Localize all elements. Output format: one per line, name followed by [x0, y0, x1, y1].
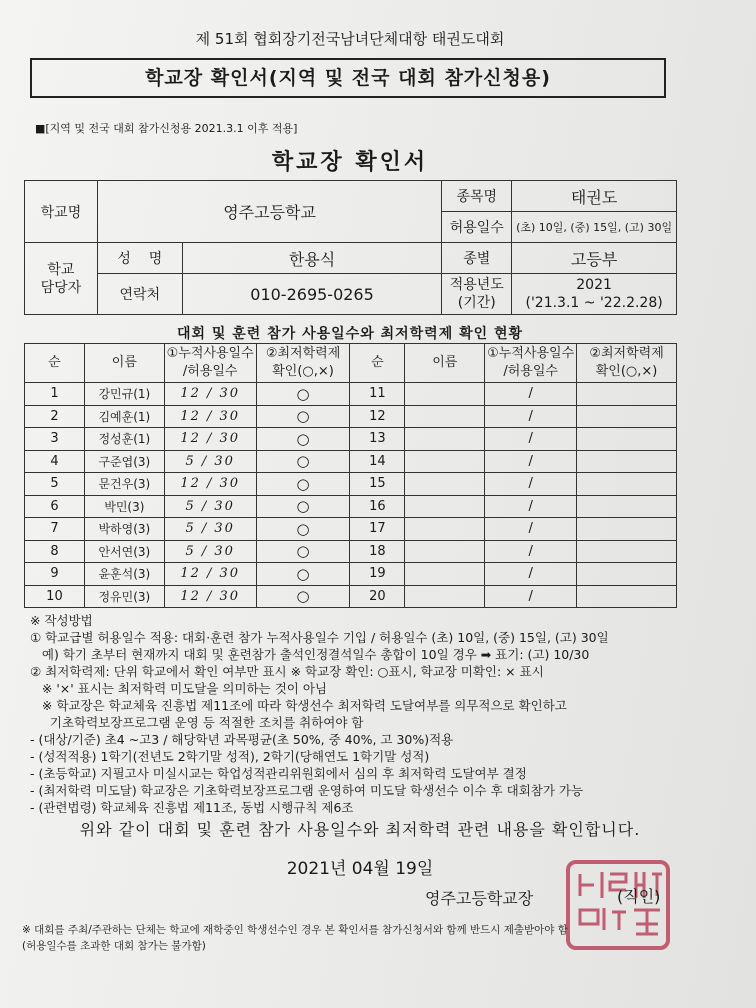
- manager-label: [25, 243, 98, 315]
- footnote-line1: ※ 대회를 주최/주관하는 단체는 학교에 재학중인 학생선수인 경우 본 확인서를 참가신청서와 함께 반드시 제출받아야 함: [22, 924, 568, 936]
- note-line: - (초등학교) 지필고사 미실시교는 학업성적관리위원회에서 심의 후 최저학력 도달여부 결정: [30, 766, 527, 781]
- student-grade-check: [577, 450, 677, 473]
- student-name: 김예훈(1): [84, 405, 164, 428]
- header-no: 순: [25, 344, 85, 383]
- table-row: [25, 518, 677, 541]
- student-grade-check: ○: [256, 495, 350, 518]
- header-grade-right-line2: 확인(○,×): [595, 364, 658, 379]
- allowed-days-value: (초) 10일, (중) 15일, (고) 30일: [512, 212, 677, 243]
- student-name: [405, 585, 485, 608]
- header-name-right: 이름: [405, 344, 485, 383]
- student-name: 윤훈석(3): [84, 563, 164, 586]
- student-no: 1: [25, 383, 85, 406]
- student-no: 15: [350, 473, 405, 496]
- student-days: /: [485, 450, 577, 473]
- sport-label: 종목명: [442, 181, 512, 212]
- allowed-days-label: 허용일수: [442, 212, 512, 243]
- header-grade: [256, 344, 350, 383]
- student-no: 12: [350, 405, 405, 428]
- table-row: [25, 383, 677, 406]
- student-name: [405, 563, 485, 586]
- school-label: 학교명: [25, 181, 98, 243]
- student-no: 17: [350, 518, 405, 541]
- student-grade-check: [577, 540, 677, 563]
- student-name: [405, 428, 485, 451]
- student-name: 박민(3): [84, 495, 164, 518]
- school-info-table: [24, 180, 677, 315]
- manager-label-line1: 학교: [47, 261, 75, 278]
- student-no: 4: [25, 450, 85, 473]
- contact-value: 010-2695-0265: [182, 274, 442, 315]
- student-days: 12 / 30: [164, 585, 256, 608]
- applicability-note: ■[지역 및 전국 대회 참가신청용 2021.3.1 이후 적용]: [35, 122, 298, 135]
- note-line: - (최저학력 미도달) 학교장은 기초학력보장프로그램 운영하여 미도달 학생선수 이수 후 대회참가 가능: [30, 783, 584, 798]
- note-line: 예) 학기 초부터 현재까지 대회 및 훈련참가 출석인정결석일수 총합이 10일 경우 ➡ 표기: (고) 10/30: [30, 647, 590, 662]
- instructions-notes: [30, 612, 710, 816]
- student-no: 10: [25, 585, 85, 608]
- student-name: [405, 450, 485, 473]
- table-row: [25, 540, 677, 563]
- student-name: 정유민(3): [84, 585, 164, 608]
- student-name: [405, 383, 485, 406]
- header-no-right: 순: [350, 344, 405, 383]
- header-name: 이름: [84, 344, 164, 383]
- student-grade-check: ○: [256, 428, 350, 451]
- student-no: 3: [25, 428, 85, 451]
- student-name: [405, 405, 485, 428]
- name-label: 성 명: [97, 243, 182, 274]
- table-row: [25, 428, 677, 451]
- student-days: /: [485, 518, 577, 541]
- student-no: 7: [25, 518, 85, 541]
- note-line: - (성적적용) 1학기(전년도 2학기말 성적), 2학기(당해연도 1학기말 성적): [30, 749, 430, 764]
- table-row: [25, 563, 677, 586]
- header-days-right-line1: ①누적사용일수: [487, 346, 575, 361]
- year-label-line1: 적용년도: [449, 277, 504, 293]
- student-grade-check: [577, 495, 677, 518]
- table-row: [25, 405, 677, 428]
- student-days: 12 / 30: [164, 383, 256, 406]
- student-grade-check: ○: [256, 540, 350, 563]
- student-name: 구준엽(3): [84, 450, 164, 473]
- header-days: [164, 344, 256, 383]
- year-value-line1: 2021: [576, 277, 612, 293]
- header-days-right: [485, 344, 577, 383]
- footnote: [22, 922, 568, 954]
- year-label-line2: (기간): [457, 295, 496, 311]
- student-no: 18: [350, 540, 405, 563]
- student-days: 5 / 30: [164, 450, 256, 473]
- note-line: ① 학교급별 허용일수 적용: 대회·훈련 참가 누적사용일수 기입 / 허용일수 (초) 10일, (중) 15일, (고) 30일: [30, 630, 609, 645]
- section-title: 대회 및 훈련 참가 사용일수와 최저학력제 확인 현황: [176, 326, 524, 342]
- category-value: 고등부: [512, 243, 677, 274]
- student-name: 정성훈(1): [84, 428, 164, 451]
- confirmation-text: 위와 같이 대회 및 훈련 참가 사용일수와 최저학력 관련 내용을 확인합니다.: [79, 820, 641, 839]
- student-name: [405, 495, 485, 518]
- header-days-line2: /허용일수: [182, 364, 238, 379]
- header-grade-line1: ②최저학력제: [265, 346, 341, 361]
- event-title: 제 51회 협회장기전국남녀단체대항 태권도대회: [195, 30, 505, 48]
- principal-signature: 영주고등학교장: [425, 889, 534, 908]
- student-days: /: [485, 540, 577, 563]
- student-no: 19: [350, 563, 405, 586]
- manager-name: 한용식: [182, 243, 442, 274]
- note-line: - (대상/기준) 초4 ~고3 / 해당학년 과목평균(초 50%, 중 40%, 고 30%)적용: [30, 732, 454, 747]
- student-days: /: [485, 428, 577, 451]
- signature-date: 2021년 04월 19일: [286, 859, 434, 879]
- header-days-line1: ①누적사용일수: [166, 346, 254, 361]
- student-days: /: [485, 495, 577, 518]
- note-line: ※ 작성방법: [30, 613, 93, 628]
- seal-label: (직인): [617, 887, 661, 906]
- student-name: 강민규(1): [84, 383, 164, 406]
- note-line: ※ 학교장은 학교체육 진흥법 제11조에 따라 학생선수 최저학력 도달여부를 의무적으로 확인하고: [30, 698, 567, 713]
- student-grade-check: [577, 585, 677, 608]
- student-no: 2: [25, 405, 85, 428]
- student-grade-check: ○: [256, 563, 350, 586]
- footnote-line2: (허용일수를 초과한 대회 참가는 불가함): [22, 940, 206, 952]
- year-label: [442, 274, 512, 315]
- header-grade-line2: 확인(○,×): [272, 364, 334, 379]
- student-name: [405, 473, 485, 496]
- year-value: [512, 274, 677, 315]
- note-line: - (관련법령) 학교체육 진흥법 제11조, 동법 시행규칙 제6조: [30, 800, 354, 815]
- student-no: 20: [350, 585, 405, 608]
- student-no: 5: [25, 473, 85, 496]
- student-days: /: [485, 563, 577, 586]
- student-name: [405, 518, 485, 541]
- student-days: 12 / 30: [164, 405, 256, 428]
- manager-label-line2: 담당자: [40, 279, 82, 296]
- student-grade-check: [577, 518, 677, 541]
- student-no: 8: [25, 540, 85, 563]
- student-days: /: [485, 383, 577, 406]
- contact-label: 연락처: [97, 274, 182, 315]
- table-row: [25, 495, 677, 518]
- student-grade-check: [577, 473, 677, 496]
- student-days: /: [485, 405, 577, 428]
- student-no: 13: [350, 428, 405, 451]
- header-days-right-line2: /허용일수: [503, 364, 558, 379]
- student-no: 11: [350, 383, 405, 406]
- header-grade-right: [577, 344, 677, 383]
- sport-value: 태권도: [512, 181, 677, 212]
- student-no: 16: [350, 495, 405, 518]
- student-name: 문건우(3): [84, 473, 164, 496]
- student-grade-check: [577, 563, 677, 586]
- student-grade-check: ○: [256, 405, 350, 428]
- student-days: /: [485, 585, 577, 608]
- student-days: 5 / 30: [164, 518, 256, 541]
- school-name: 영주고등학교: [97, 181, 441, 243]
- main-title: 학교장 확인서: [271, 150, 429, 175]
- student-days: 12 / 30: [164, 428, 256, 451]
- table-header-row: [25, 344, 677, 383]
- student-days: 5 / 30: [164, 540, 256, 563]
- student-name: 안서연(3): [84, 540, 164, 563]
- student-no: 14: [350, 450, 405, 473]
- student-table: [24, 343, 677, 608]
- year-value-line2: ('21.3.1 ~ '22.2.28): [525, 295, 663, 311]
- student-name: 박하영(3): [84, 518, 164, 541]
- student-no: 6: [25, 495, 85, 518]
- table-row: [25, 473, 677, 496]
- category-label: 종별: [442, 243, 512, 274]
- student-grade-check: ○: [256, 383, 350, 406]
- student-days: 12 / 30: [164, 563, 256, 586]
- student-grade-check: [577, 405, 677, 428]
- student-grade-check: [577, 383, 677, 406]
- form-title: 학교장 확인서(지역 및 전국 대회 참가신청용): [30, 58, 666, 98]
- table-row: [25, 585, 677, 608]
- student-days: 5 / 30: [164, 495, 256, 518]
- student-no: 9: [25, 563, 85, 586]
- student-grade-check: ○: [256, 585, 350, 608]
- note-line: 기초학력보장프로그램 운영 등 적절한 조치를 취하여야 함: [30, 715, 364, 730]
- note-line: ※ '×' 표시는 최저학력 미도달을 의미하는 것이 아님: [30, 681, 327, 696]
- table-row: [25, 450, 677, 473]
- student-days: /: [485, 473, 577, 496]
- student-grade-check: ○: [256, 450, 350, 473]
- student-grade-check: [577, 428, 677, 451]
- header-grade-right-line1: ②최저학력제: [589, 346, 664, 361]
- note-line: ② 최저학력제: 단위 학교에서 확인 여부만 표시 ※ 학교장 확인: ○표시, 학교장 미확인: × 표시: [30, 664, 544, 679]
- student-grade-check: ○: [256, 473, 350, 496]
- student-grade-check: ○: [256, 518, 350, 541]
- student-name: [405, 540, 485, 563]
- student-days: 12 / 30: [164, 473, 256, 496]
